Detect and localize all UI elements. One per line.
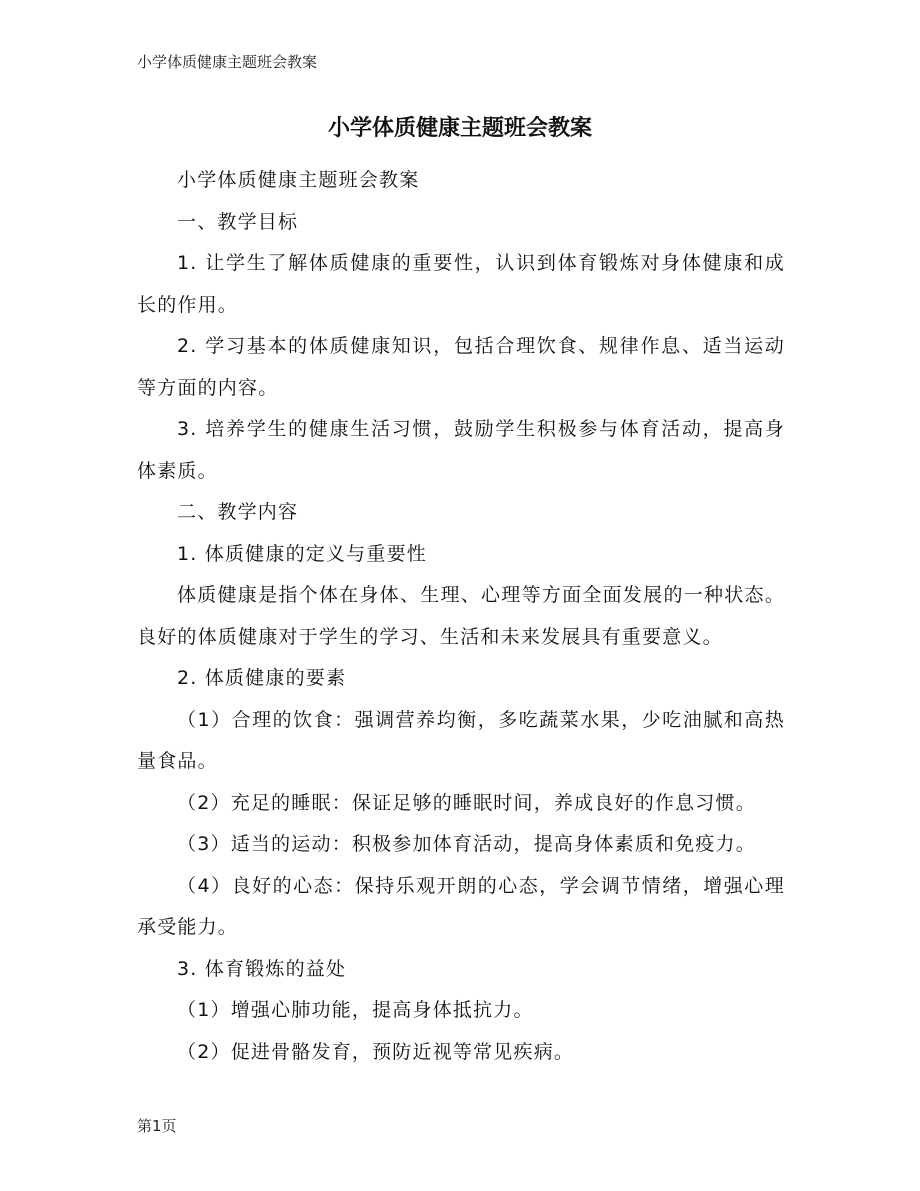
element-item-3: （3）适当的运动：积极参加体育活动，提高身体素质和免疫力。 bbox=[177, 833, 756, 855]
goal-item-1: 1. 让学生了解体质健康的重要性，认识到体育锻炼对身体健康和成长的作用。 bbox=[137, 252, 785, 316]
section-heading-goals: 一、教学目标 bbox=[177, 210, 299, 233]
element-item-1: （1）合理的饮食：强调营养均衡，多吃蔬菜水果，少吃油腻和高热量食品。 bbox=[137, 708, 785, 772]
benefit-item-1: （1）增强心肺功能，提高身体抵抗力。 bbox=[177, 999, 534, 1021]
element-item-4: （4）良好的心态：保持乐观开朗的心态，学会调节情绪，增强心理承受能力。 bbox=[137, 874, 785, 938]
paragraph-subtitle: 小学体质健康主题班会教案 bbox=[177, 169, 420, 191]
page-number: 第1页 bbox=[137, 1117, 177, 1135]
benefit-item-2: （2）促进骨骼发育，预防近视等常见疾病。 bbox=[177, 1040, 575, 1063]
document-body bbox=[137, 160, 785, 1073]
content-heading-2: 2. 体质健康的要素 bbox=[177, 667, 347, 689]
content-heading-3: 3. 体育锻炼的益处 bbox=[177, 957, 347, 980]
goal-item-3: 3. 培养学生的健康生活习惯，鼓励学生积极参与体育活动，提高身体素质。 bbox=[137, 418, 785, 482]
section-heading-content: 二、教学内容 bbox=[177, 501, 299, 523]
content-heading-1: 1. 体质健康的定义与重要性 bbox=[177, 542, 427, 565]
document-title: 小学体质健康主题班会教案 bbox=[327, 116, 592, 141]
element-item-2: （2）充足的睡眠：保证足够的睡眠时间，养成良好的作息习惯。 bbox=[177, 791, 756, 814]
running-header: 小学体质健康主题班会教案 bbox=[137, 53, 318, 71]
goal-item-2: 2. 学习基本的体质健康知识，包括合理饮食、规律作息、适当运动等方面的内容。 bbox=[137, 335, 785, 399]
content-paragraph-definition: 体质健康是指个体在身体、生理、心理等方面全面发展的一种状态。良好的体质健康对于学生的学习、生活和未来发展具有重要意义。 bbox=[137, 584, 785, 648]
